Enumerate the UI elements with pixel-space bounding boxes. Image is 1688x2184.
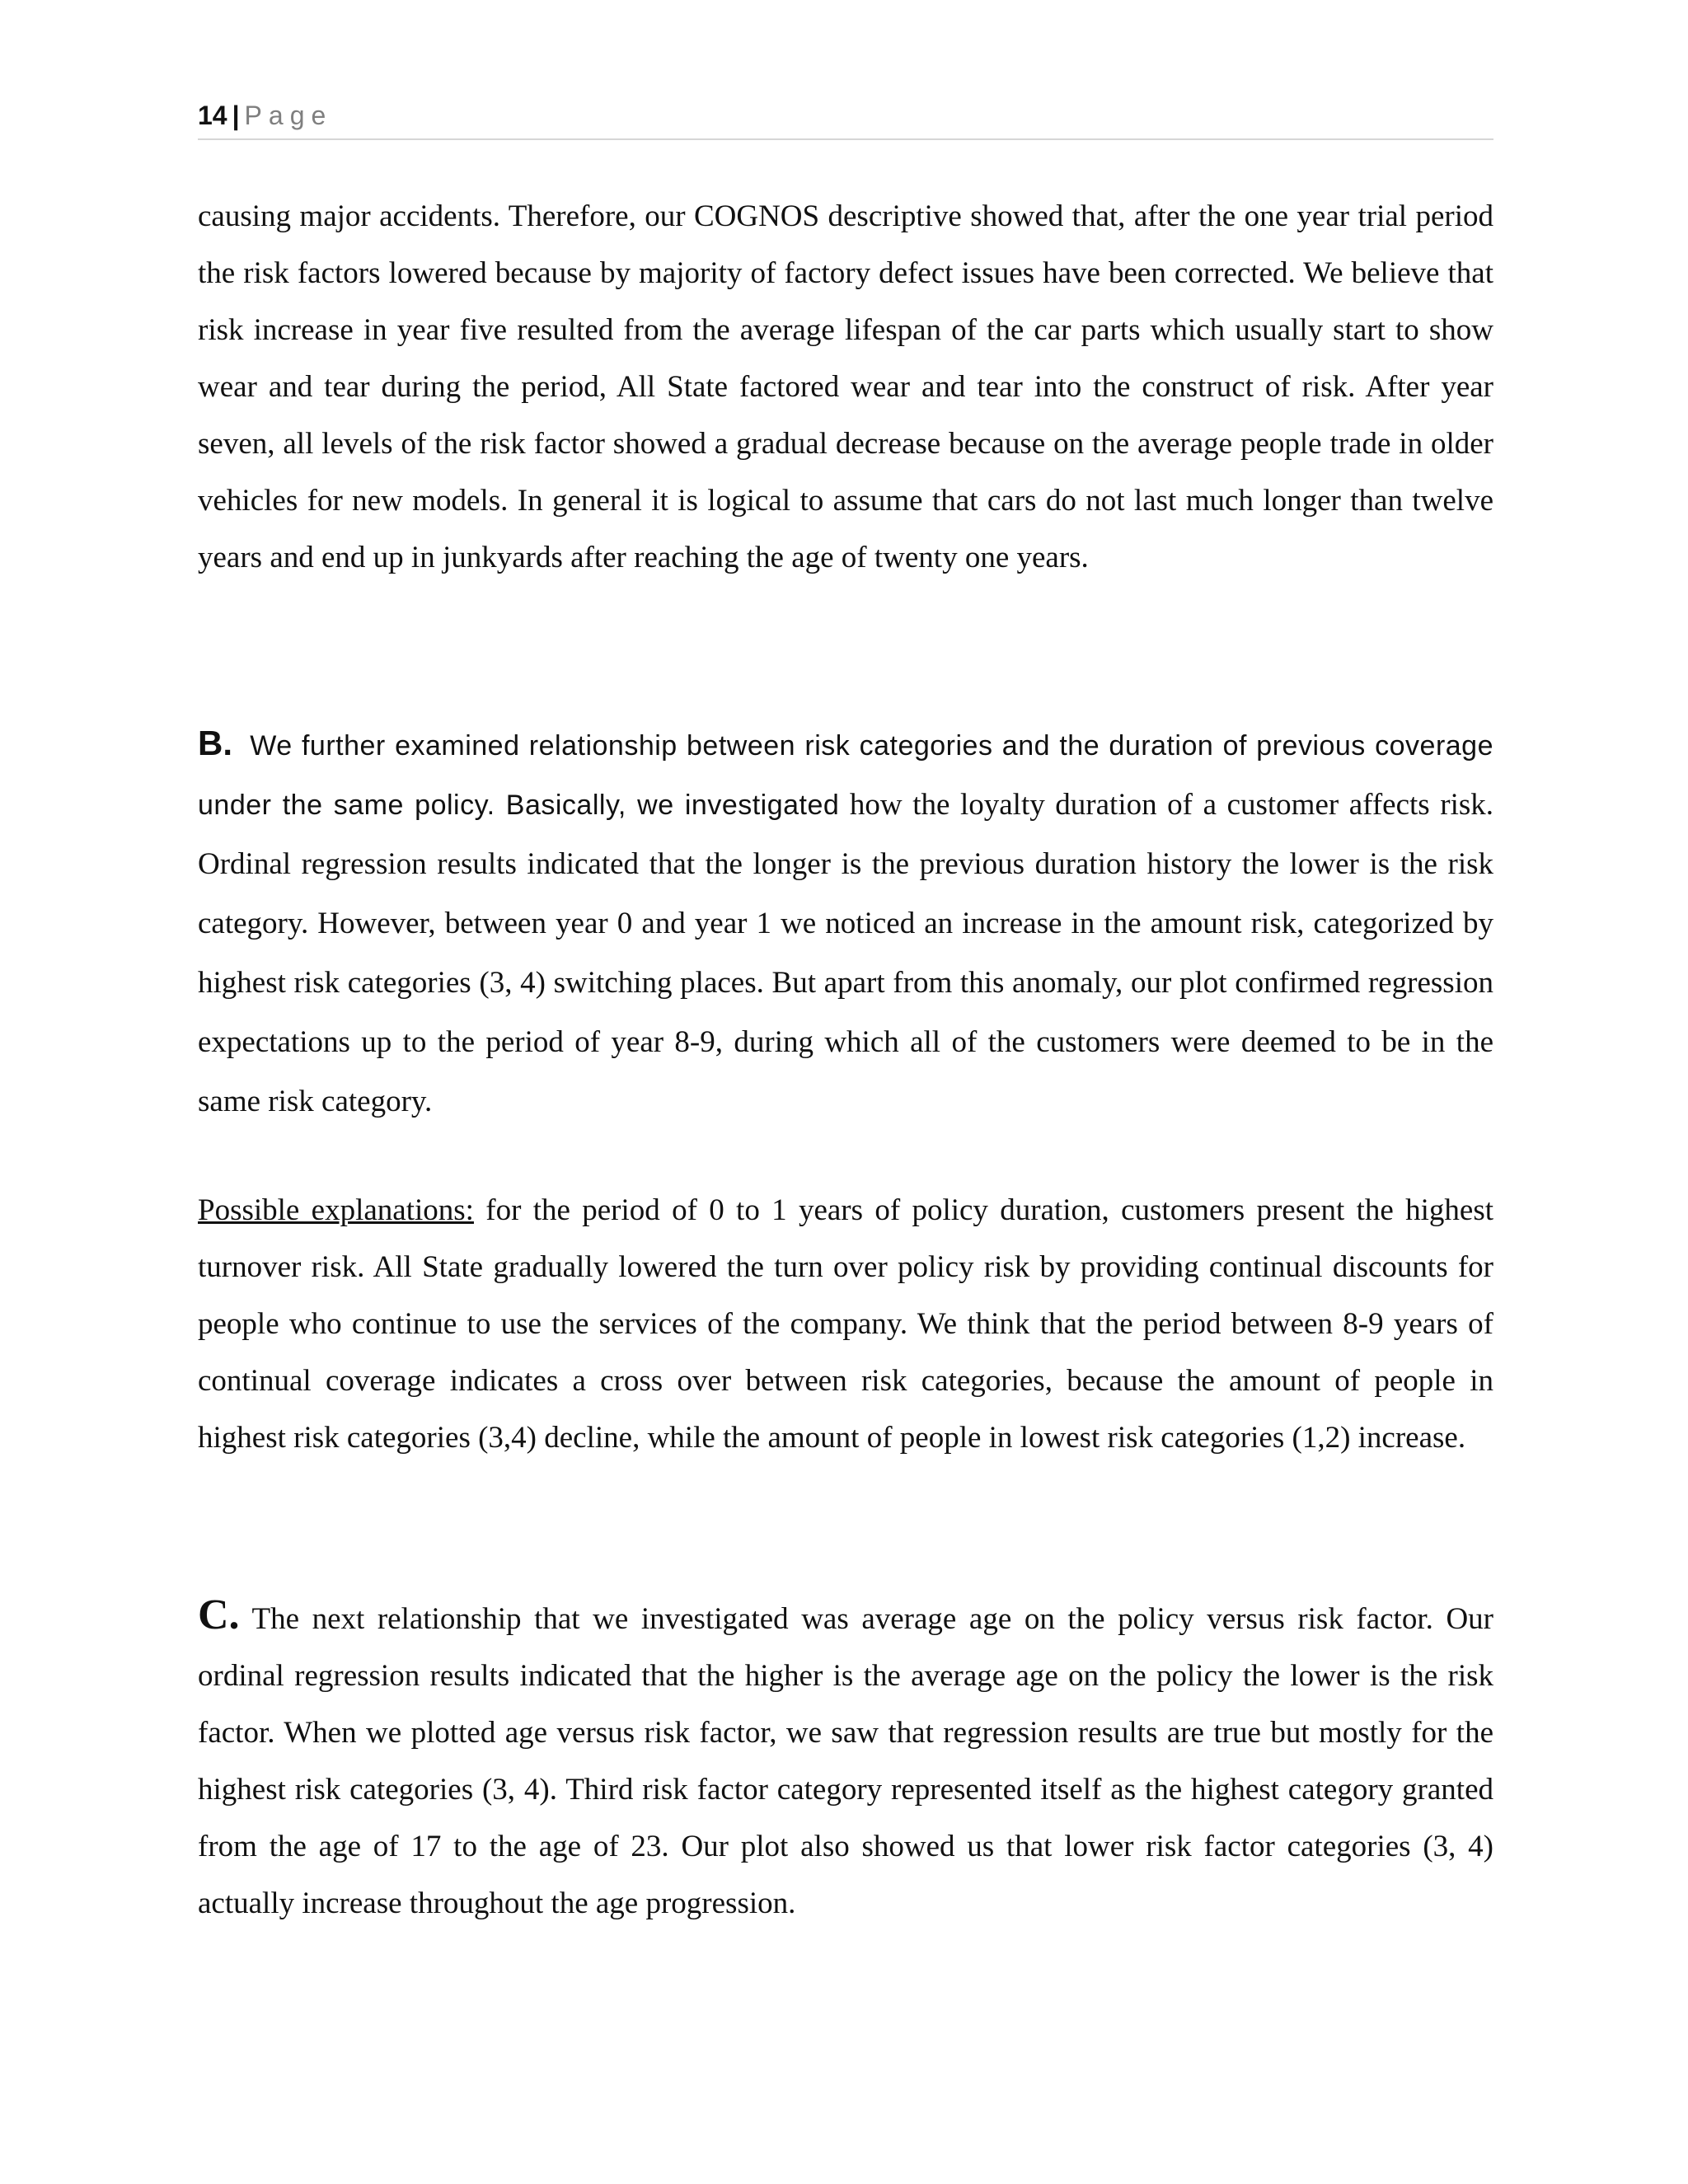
section-c-text: The next relationship that we investigated was average age on the policy versus risk factor. Our ordinal regression results indicated that the higher is the average age on the policy the lower is the risk factor. When we plotted age versus risk factor, we saw that regression results are true but mostly for the highest risk categories (3, 4). Third risk factor category represented itself as the highest category granted from the age of 17 to the age of 23. Our plot also showed us that lower risk factor categories (3, 4) actually increase throughout the age progression.	[198, 1602, 1493, 1920]
paragraph-intro: causing major accidents. Therefore, our COGNOS descriptive showed that, after the one year trial period the risk factors lowered because by majority of factory defect issues have been corrected. We believe that risk increase in year five resulted from the average lifespan of the car parts which usually start to show wear and tear during the period, All State factored wear and tear into the construct of risk. After year seven, all levels of the risk factor showed a gradual decrease because on the average people trade in older vehicles for new models. In general it is logical to assume that cars do not last much longer than twelve years and end up in junkyards after reaching the age of twenty one years.	[198, 199, 1493, 574]
section-c-lead: C.	[198, 1591, 240, 1638]
section-c-paragraph	[198, 1586, 1493, 1932]
explanations-text: for the period of 0 to 1 years of policy duration, customers present the highest turnover risk. All State gradually lowered the turn over policy risk by providing continual discounts for people who continue to use the services of the company. We think that the period between 8-9 years of continual coverage indicates a cross over between risk categories, because the amount of people in highest risk categories (3,4) decline, while the amount of people in lowest risk categories (1,2) increase.	[198, 1193, 1493, 1455]
page-header	[198, 97, 1493, 140]
section-b-lead: B.	[198, 724, 232, 762]
header-separator: |	[232, 101, 240, 130]
section-b-text: how the loyalty duration of a customer affects risk. Ordinal regression results indicated that the longer is the previous duration history the lower is the risk category. However, between year 0 and year 1 we noticed an increase in the amount risk, categorized by highest risk categories (3, 4) switching places. But apart from this anomaly, our plot confirmed regression expectations up to the period of year 8-9, during which all of the customers were deemed to be in the same risk category.	[198, 788, 1494, 1118]
explanations-label: Possible explanations:	[198, 1193, 474, 1227]
section-b-paragraph	[198, 714, 1493, 1132]
page-label: Page	[244, 101, 333, 130]
explanations-paragraph	[198, 1182, 1493, 1466]
section-b-sans-text: We further examined relationship between risk categories and the duration of previous coverage under the same policy. Basically, we investigated	[198, 730, 1494, 821]
page-number: 14	[198, 101, 227, 130]
